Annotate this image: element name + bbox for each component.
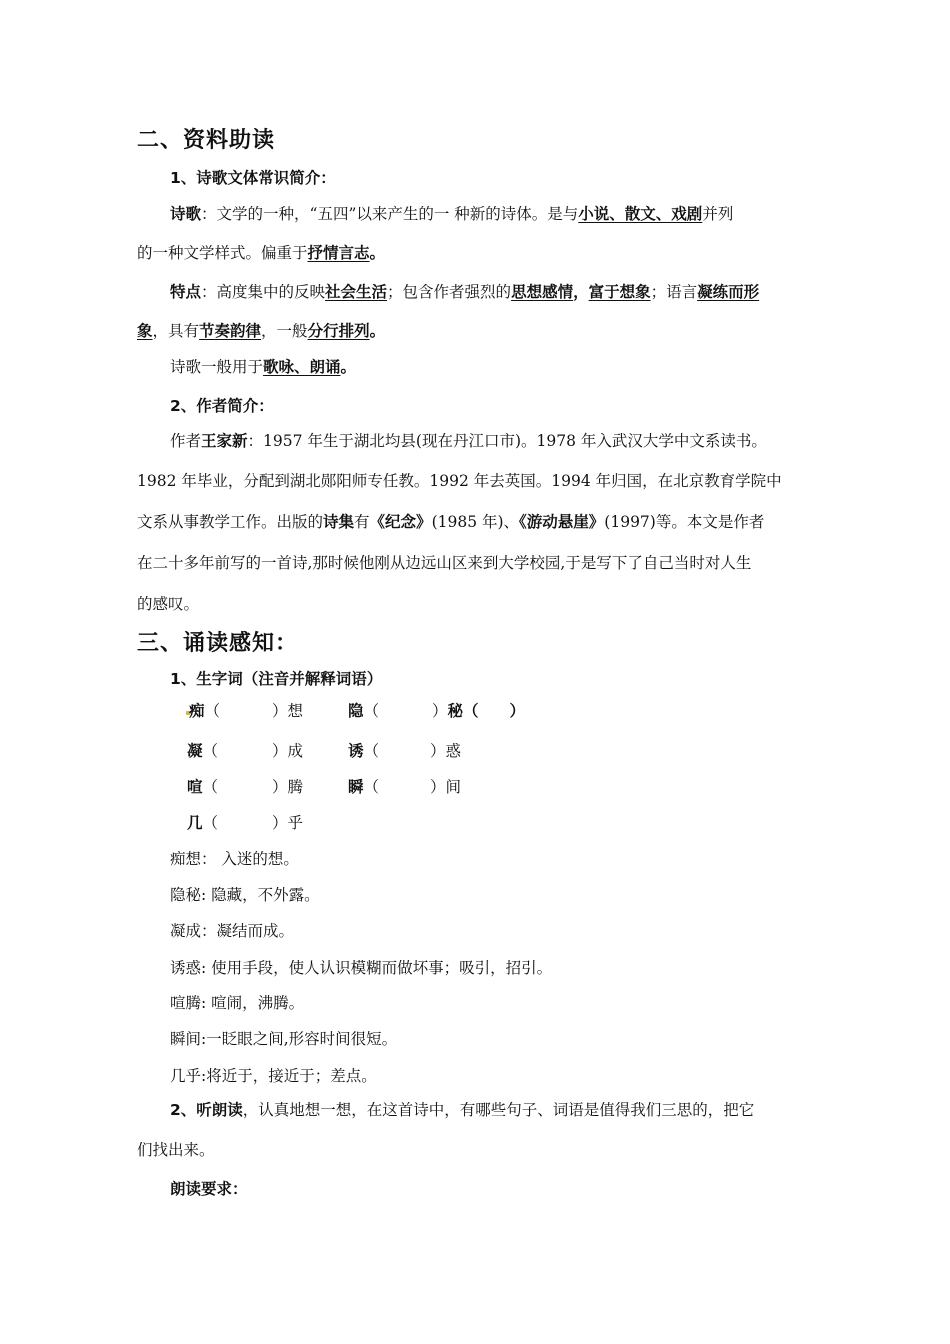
vocab-item-rest (430, 741, 461, 761)
vocab-paren-close: ） (272, 742, 288, 760)
section-heading-materials: 二、资料助读 (137, 128, 276, 153)
vocab-paren-close: ） (272, 778, 288, 796)
author-bio-line3 (137, 512, 764, 532)
features-text: ，一般 (261, 322, 308, 340)
vocab-paren-open: （ (202, 742, 219, 760)
features-label: 特点 (170, 283, 202, 301)
vocab-paren-open: （ (204, 702, 221, 720)
vocab-paren-close: ） (272, 814, 288, 832)
vocab-rest: 成 (287, 742, 304, 760)
vocab-item (348, 777, 379, 797)
poetry-text: 的一种文学样式。偏重于 (137, 244, 308, 262)
features-keyword: 分行排列 (307, 322, 370, 340)
features-text: ，具有 (152, 322, 200, 340)
vocab-rest: 乎 (287, 814, 304, 832)
usage-keyword: 歌咏、朗诵 (263, 358, 341, 376)
author-bio-line5: 的感叹。 (137, 595, 200, 613)
vocab-char: 几 (187, 814, 203, 832)
vocab-item (348, 701, 379, 721)
features-keyword: 而形 (728, 283, 760, 301)
features-keyword: 凝练 (697, 283, 729, 301)
vocab-char: 痴 (189, 702, 205, 720)
vocab-paren-close: ） (430, 742, 446, 760)
features-text: ：高度集中的反映 (201, 283, 326, 301)
subheading-vocabulary: 1、生字词（注音并解释词语） (170, 670, 383, 688)
vocab-item (187, 741, 218, 761)
author-name: 王家新 (201, 432, 248, 450)
listening-text: ，认真地想一想，在这首诗中，有哪些句子、词语是值得我们三思的，把它 (242, 1101, 755, 1119)
features-text: ；语言 (650, 283, 698, 301)
poetry-keywords: 小说、散文、戏剧 (578, 205, 703, 223)
definition-line: 瞬间:一眨眼之间,形容时间很短。 (170, 1030, 398, 1048)
vocab-item (187, 777, 218, 797)
poetry-usage-line (170, 357, 356, 377)
author-text: 有 (354, 513, 370, 531)
vocab-item-rest (430, 777, 461, 797)
features-keyword: 象 (137, 322, 153, 340)
usage-text: 诗歌一般用于 (170, 358, 264, 376)
vocab-rest: 秘（ ） (447, 702, 526, 720)
author-book-title: 《纪念》 (369, 513, 432, 531)
author-bio-line4: 在二十多年前写的一首诗,那时候他刚从边远山区来到大学校园,于是写下了自己当时对人生 (137, 554, 752, 572)
vocab-rest: 腾 (287, 778, 304, 796)
vocab-item-rest (272, 701, 303, 721)
features-text: ；包含作者强烈的 (387, 283, 512, 301)
vocab-paren-close: ） (272, 702, 288, 720)
author-bio-line2: 1982 年毕业，分配到湖北郧阳师专任教。1992 年去英国。1994 年归国，在北京教育学院中 (137, 472, 782, 490)
author-bold: 诗集 (323, 513, 355, 531)
poetry-label: 诗歌 (170, 205, 202, 223)
features-keyword: 节奏韵律 (199, 322, 262, 340)
vocab-item-rest (272, 741, 303, 761)
poetry-definition-line2 (137, 243, 385, 263)
vocab-char: 凝 (187, 742, 203, 760)
features-text: ， (573, 283, 589, 301)
vocab-item-rest (272, 813, 303, 833)
usage-text: 。 (340, 358, 357, 376)
vocab-item-rest (432, 701, 525, 721)
definition-line: 喧腾: 喧闹，沸腾。 (170, 994, 305, 1012)
subheading-author-intro: 2、作者简介： (170, 397, 274, 415)
definition-line: 几乎:将近于，接近于；差点。 (170, 1067, 377, 1085)
poetry-keywords: 抒情言志 (307, 244, 370, 262)
vocab-item (348, 741, 379, 761)
vocab-char: 瞬 (348, 778, 364, 796)
vocab-paren-open: （ (202, 778, 219, 796)
poetry-text: ：文学的一种，“五四”以来产生的一 种新的诗体。是与 (201, 205, 579, 223)
poetry-text: 。 (369, 244, 386, 262)
vocab-paren-open: （ (363, 702, 380, 720)
definition-line: 隐秘: 隐藏，不外露。 (170, 886, 320, 904)
author-text: (1997)等。本文是作者 (604, 513, 765, 531)
poetry-definition-line1 (170, 204, 733, 224)
vocab-char: 隐 (348, 702, 364, 720)
definition-line: 诱惑: 使用手段，使人认识模糊而做坏事；吸引，招引。 (170, 959, 553, 977)
features-text: 。 (369, 322, 386, 340)
subheading-poetry-intro: 1、诗歌文体常识简介： (170, 169, 336, 187)
listening-task-line2: 们找出来。 (137, 1141, 215, 1159)
features-keyword: 社会生活 (325, 283, 388, 301)
author-text: 作者 (170, 432, 202, 450)
vocab-paren-open: （ (363, 778, 380, 796)
vocab-paren-open: （ (363, 742, 380, 760)
author-bio-line1 (170, 431, 767, 451)
vocab-item (187, 813, 218, 833)
vocab-item-rest (272, 777, 303, 797)
definition-line: 凝成：凝结而成。 (170, 922, 295, 940)
vocab-rest: 想 (287, 702, 304, 720)
features-keyword: 富于想象 (588, 283, 651, 301)
features-line1 (170, 282, 759, 302)
section-heading-reading: 三、诵读感知： (137, 631, 299, 656)
reading-requirements-label: 朗读要求： (170, 1180, 248, 1198)
vocab-rest: 间 (445, 778, 462, 796)
vocab-paren-open: （ (202, 814, 219, 832)
author-text: ：1957 年生于湖北均县(现在丹江口市)。1978 年入武汉大学中文系读书。 (247, 432, 767, 450)
vocab-item (189, 701, 220, 721)
poetry-text: 并列 (702, 205, 734, 223)
vocab-char: 诱 (348, 742, 364, 760)
vocab-char: 喧 (187, 778, 203, 796)
vocab-paren-close: ） (432, 702, 448, 720)
vocab-rest: 惑 (445, 742, 462, 760)
listening-label: 2、听朗读 (170, 1101, 243, 1119)
listening-task-line1 (170, 1100, 754, 1120)
features-line2 (137, 321, 385, 341)
author-text: (1985 年)、 (431, 513, 520, 531)
author-book-title: 《游动悬崖》 (519, 513, 605, 531)
definition-line: 痴想： 入迷的想。 (170, 850, 299, 868)
features-keyword: 思想感情 (511, 283, 574, 301)
vocab-paren-close: ） (430, 778, 446, 796)
author-text: 文系从事教学工作。出版的 (137, 513, 324, 531)
